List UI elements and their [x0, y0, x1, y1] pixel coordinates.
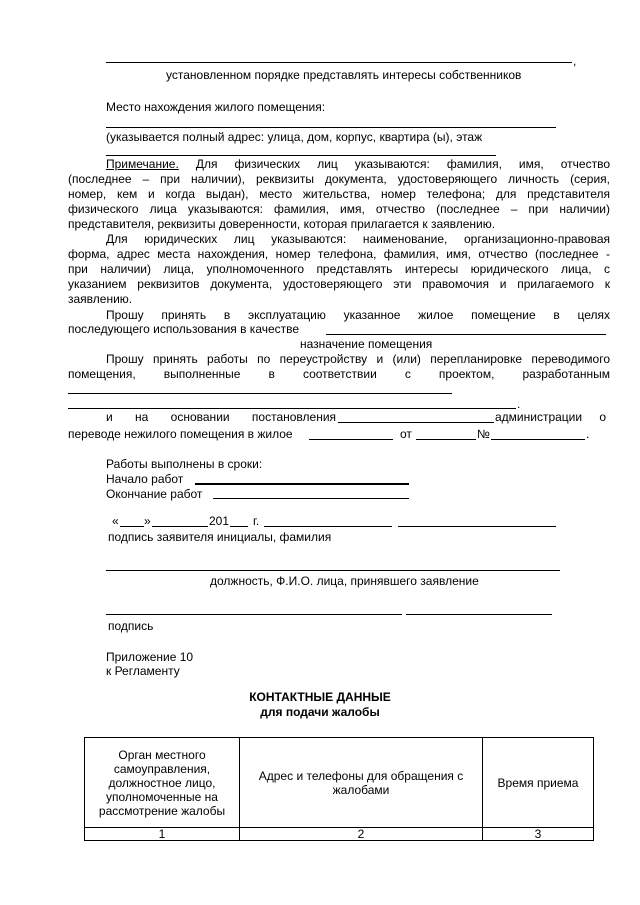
official-caption: должность, Ф.И.О. лица, принявшего заявление: [210, 574, 479, 588]
note-line-4: физического лица указываются: фамилия, имя, отчество (последнее – при наличии): [68, 202, 610, 216]
resolution-number-line[interactable]: [309, 439, 393, 440]
request1-line-1: Прошу принять в эксплуатацию указанное жилое помещение в целях: [106, 308, 610, 322]
request2-line-2: помещения, выполненные в соответствии с проектом, разработанным: [68, 367, 610, 381]
top-blank-line[interactable]: [106, 62, 572, 63]
date-day-line[interactable]: [120, 526, 144, 527]
date-year: 201: [209, 514, 230, 528]
note-line-2: (последнее – при наличии), реквизиты документа, удостоверяющего личность (серия,: [68, 172, 610, 186]
location-label: Место нахождения жилого помещения:: [106, 100, 326, 114]
request1-line-2: последующего использования в качестве: [68, 322, 300, 336]
note-line-3: номер, кем и когда выдан), место жительства, номер телефона; для представителя: [68, 187, 610, 201]
official-sign-caption: подпись: [108, 619, 154, 633]
col-number-3: 3: [483, 828, 594, 841]
table-number-row: [85, 828, 594, 841]
developer-line-2[interactable]: [68, 408, 516, 409]
works-title: Работы выполнены в сроки:: [106, 457, 263, 471]
contacts-subtitle: для подачи жалобы: [260, 705, 380, 719]
note-line-9: указанием реквизитов документа, удостоверяющего эти правомочия и прилагаемого к: [68, 277, 610, 291]
date-quote-close: »: [144, 514, 151, 528]
date-year-line[interactable]: [230, 526, 248, 527]
number-sign: №: [477, 427, 490, 441]
location-line[interactable]: [106, 127, 556, 128]
developer-line-1[interactable]: [68, 393, 452, 394]
line4-end: .: [586, 427, 590, 441]
header-time: Время приема: [483, 738, 594, 828]
developer-dot: .: [517, 397, 521, 411]
contacts-table: [84, 737, 594, 841]
applicant-name-line[interactable]: [398, 526, 556, 527]
works-start-line[interactable]: [195, 483, 409, 485]
works-end-line[interactable]: [213, 498, 409, 499]
date-quote-open: «: [112, 514, 119, 528]
note-line-10: заявлению.: [68, 292, 133, 306]
note-line-7: форма, адрес места нахождения, номер телефона, фамилия, имя, отчество (последнее -: [68, 247, 610, 261]
request2-line-1: Прошу принять работы по переустройству и (или) перепланировке переводимого: [106, 352, 610, 366]
applicant-signature-caption: подпись заявителя инициалы, фамилия: [108, 530, 332, 544]
date-month-line[interactable]: [152, 526, 208, 527]
official-line[interactable]: [106, 570, 560, 571]
note-line-1-text: Для физических лиц указываются: фамилия, имя, отчество: [195, 157, 610, 171]
note-line-5: представителя, реквизиты доверенности, которая прилагается к заявлению.: [68, 217, 496, 231]
appendix-line-2: к Регламенту: [106, 664, 180, 678]
note-line-1: [106, 157, 610, 171]
request2-line-4: переводе нежилого помещения в жилое: [68, 427, 293, 441]
from-label: от: [400, 427, 412, 441]
resolution-line[interactable]: [338, 422, 494, 423]
applicant-signature-line[interactable]: [264, 526, 392, 527]
owners-caption: установленном порядке представлять интересы собственников: [166, 68, 522, 82]
contacts-title: КОНТАКТНЫЕ ДАННЫЕ: [249, 690, 391, 704]
resolution-date-line[interactable]: [416, 439, 476, 440]
note-line-6: Для юридических лиц указываются: наименование, организационно-правовая: [106, 232, 610, 246]
request2-line-3b: администрации о: [495, 410, 607, 424]
works-start-label: Начало работ: [106, 472, 184, 486]
top-comma: ,: [573, 54, 577, 68]
official-signature-line-2[interactable]: [406, 614, 552, 615]
date-g: г.: [253, 514, 260, 528]
col-number-2: 2: [240, 828, 483, 841]
header-address: Адрес и телефоны для обращения с жалобами: [240, 738, 483, 828]
resolution-no-line[interactable]: [491, 439, 585, 440]
works-end-label: Окончание работ: [106, 487, 203, 501]
purpose-line[interactable]: [326, 334, 606, 335]
official-signature-line-1[interactable]: [106, 614, 402, 615]
note-title: Примечание.: [106, 157, 179, 171]
col-number-1: 1: [85, 828, 240, 841]
location-line-2[interactable]: [106, 155, 496, 156]
table-header-row: [85, 738, 594, 828]
request2-line-3a: и на основании постановления: [106, 410, 337, 424]
header-authority: Орган местного самоуправления, должностное лицо, уполномоченные на рассмотрение жалобы: [85, 738, 240, 828]
purpose-caption: назначение помещения: [300, 337, 433, 351]
location-hint: (указывается полный адрес: улица, дом, корпус, квартира (ы), этаж: [106, 130, 483, 144]
appendix-line-1: Приложение 10: [106, 650, 194, 664]
note-line-8: при наличии) лица, уполномоченного представлять интересы юридического лица, с: [68, 262, 610, 276]
